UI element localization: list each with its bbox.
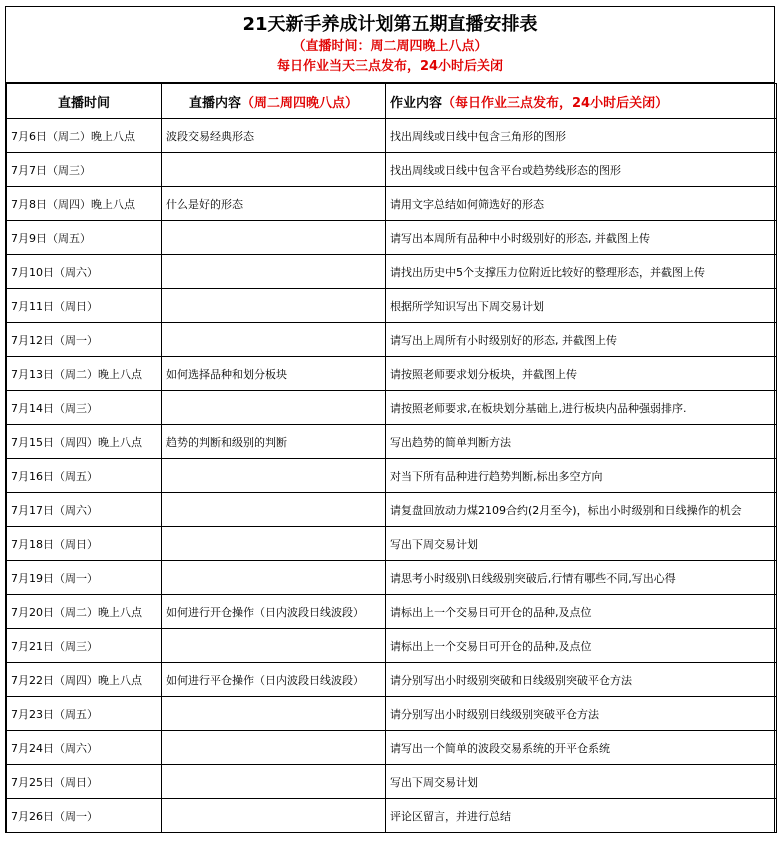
table-row xyxy=(7,527,777,561)
column-homework-label: 作业内容 xyxy=(390,95,443,111)
cell-homework: 根据所学知识写出下周交易计划 xyxy=(386,289,777,323)
cell-homework: 请写出一个简单的波段交易系统的开平仓系统 xyxy=(386,731,777,765)
cell-homework: 找出周线或日线中包含平台或趋势线形态的图形 xyxy=(386,153,777,187)
table-row xyxy=(7,697,777,731)
cell-homework: 请复盘回放动力煤2109合约(2月至今)，标出小时级别和日线操作的机会 xyxy=(386,493,777,527)
cell-time: 7月8日（周四）晚上八点 xyxy=(7,187,162,221)
column-content-note: （周二周四晚八点） xyxy=(241,95,359,111)
cell-content xyxy=(162,629,386,663)
table-row xyxy=(7,357,777,391)
column-content-label: 直播内容 xyxy=(188,95,241,111)
column-header-time xyxy=(7,84,162,119)
column-homework-note: （每日作业三点发布，24小时后关闭） xyxy=(442,95,669,111)
table-row xyxy=(7,323,777,357)
cell-homework: 请标出上一个交易日可开仓的品种,及点位 xyxy=(386,595,777,629)
cell-homework: 请按照老师要求,在板块划分基础上,进行板块内品种强弱排序. xyxy=(386,391,777,425)
cell-content xyxy=(162,527,386,561)
cell-time: 7月26日（周一） xyxy=(7,799,162,833)
cell-homework: 评论区留言，并进行总结 xyxy=(386,799,777,833)
cell-homework: 请用文字总结如何筛选好的形态 xyxy=(386,187,777,221)
table-row xyxy=(7,255,777,289)
table-row xyxy=(7,561,777,595)
cell-homework: 写出趋势的简单判断方法 xyxy=(386,425,777,459)
column-time-label: 直播时间 xyxy=(57,95,110,111)
cell-time: 7月19日（周一） xyxy=(7,561,162,595)
cell-time: 7月25日（周日） xyxy=(7,765,162,799)
cell-time: 7月9日（周五） xyxy=(7,221,162,255)
cell-homework: 写出下周交易计划 xyxy=(386,527,777,561)
cell-content xyxy=(162,255,386,289)
cell-content: 如何进行平仓操作（日内波段日线波段） xyxy=(162,663,386,697)
cell-homework: 请按照老师要求划分板块，并截图上传 xyxy=(386,357,777,391)
cell-time: 7月18日（周日） xyxy=(7,527,162,561)
table-row xyxy=(7,153,777,187)
cell-homework: 请分别写出小时级别日线级别突破平仓方法 xyxy=(386,697,777,731)
cell-homework: 对当下所有品种进行趋势判断,标出多空方向 xyxy=(386,459,777,493)
cell-homework: 请写出本周所有品种中小时级别好的形态, 并截图上传 xyxy=(386,221,777,255)
table-row xyxy=(7,119,777,153)
table-row xyxy=(7,663,777,697)
column-header-homework xyxy=(386,84,777,119)
cell-time: 7月11日（周日） xyxy=(7,289,162,323)
cell-homework: 请写出上周所有小时级别好的形态, 并截图上传 xyxy=(386,323,777,357)
cell-time: 7月17日（周六） xyxy=(7,493,162,527)
cell-time: 7月15日（周四）晚上八点 xyxy=(7,425,162,459)
cell-time: 7月21日（周三） xyxy=(7,629,162,663)
column-header-content xyxy=(162,84,386,119)
table-row xyxy=(7,595,777,629)
cell-homework: 请找出历史中5个支撑压力位附近比较好的整理形态，并截图上传 xyxy=(386,255,777,289)
table-row xyxy=(7,425,777,459)
cell-homework: 请分别写出小时级别突破和日线级别突破平仓方法 xyxy=(386,663,777,697)
cell-time: 7月6日（周二）晚上八点 xyxy=(7,119,162,153)
cell-content xyxy=(162,765,386,799)
table-row xyxy=(7,221,777,255)
cell-homework: 请标出上一个交易日可开仓的品种,及点位 xyxy=(386,629,777,663)
cell-homework: 写出下周交易计划 xyxy=(386,765,777,799)
table-row xyxy=(7,187,777,221)
cell-time: 7月12日（周一） xyxy=(7,323,162,357)
cell-content: 如何进行开仓操作（日内波段日线波段） xyxy=(162,595,386,629)
schedule-sheet xyxy=(5,6,775,833)
cell-content: 趋势的判断和级别的判断 xyxy=(162,425,386,459)
cell-content xyxy=(162,493,386,527)
cell-time: 7月16日（周五） xyxy=(7,459,162,493)
cell-content xyxy=(162,323,386,357)
broadcast-time-note: （直播时间：周二周四晚上八点） xyxy=(292,39,488,54)
cell-homework: 找出周线或日线中包含三角形的图形 xyxy=(386,119,777,153)
table-row xyxy=(7,731,777,765)
cell-content xyxy=(162,391,386,425)
cell-content xyxy=(162,459,386,493)
table-row xyxy=(7,391,777,425)
cell-content xyxy=(162,697,386,731)
cell-time: 7月10日（周六） xyxy=(7,255,162,289)
cell-content xyxy=(162,561,386,595)
table-row xyxy=(7,459,777,493)
table-row xyxy=(7,799,777,833)
cell-content xyxy=(162,153,386,187)
header-row xyxy=(7,84,777,119)
cell-content: 如何选择品种和划分板块 xyxy=(162,357,386,391)
cell-time: 7月20日（周二）晚上八点 xyxy=(7,595,162,629)
cell-time: 7月14日（周三） xyxy=(7,391,162,425)
table-row xyxy=(7,493,777,527)
cell-content xyxy=(162,731,386,765)
cell-time: 7月7日（周三） xyxy=(7,153,162,187)
cell-content xyxy=(162,289,386,323)
cell-content: 波段交易经典形态 xyxy=(162,119,386,153)
table-row xyxy=(7,629,777,663)
table-row xyxy=(7,289,777,323)
cell-content xyxy=(162,221,386,255)
cell-time: 7月22日（周四）晚上八点 xyxy=(7,663,162,697)
page-title: 21天新手养成计划第五期直播安排表 xyxy=(242,14,538,35)
cell-content xyxy=(162,799,386,833)
cell-homework: 请思考小时级别\日线级别突破后,行情有哪些不同,写出心得 xyxy=(386,561,777,595)
title-block xyxy=(6,7,774,83)
schedule-table xyxy=(6,83,777,833)
cell-time: 7月24日（周六） xyxy=(7,731,162,765)
cell-time: 7月23日（周五） xyxy=(7,697,162,731)
cell-time: 7月13日（周二）晚上八点 xyxy=(7,357,162,391)
table-row xyxy=(7,765,777,799)
homework-release-note: 每日作业当天三点发布，24小时后关闭 xyxy=(276,59,504,74)
cell-content: 什么是好的形态 xyxy=(162,187,386,221)
